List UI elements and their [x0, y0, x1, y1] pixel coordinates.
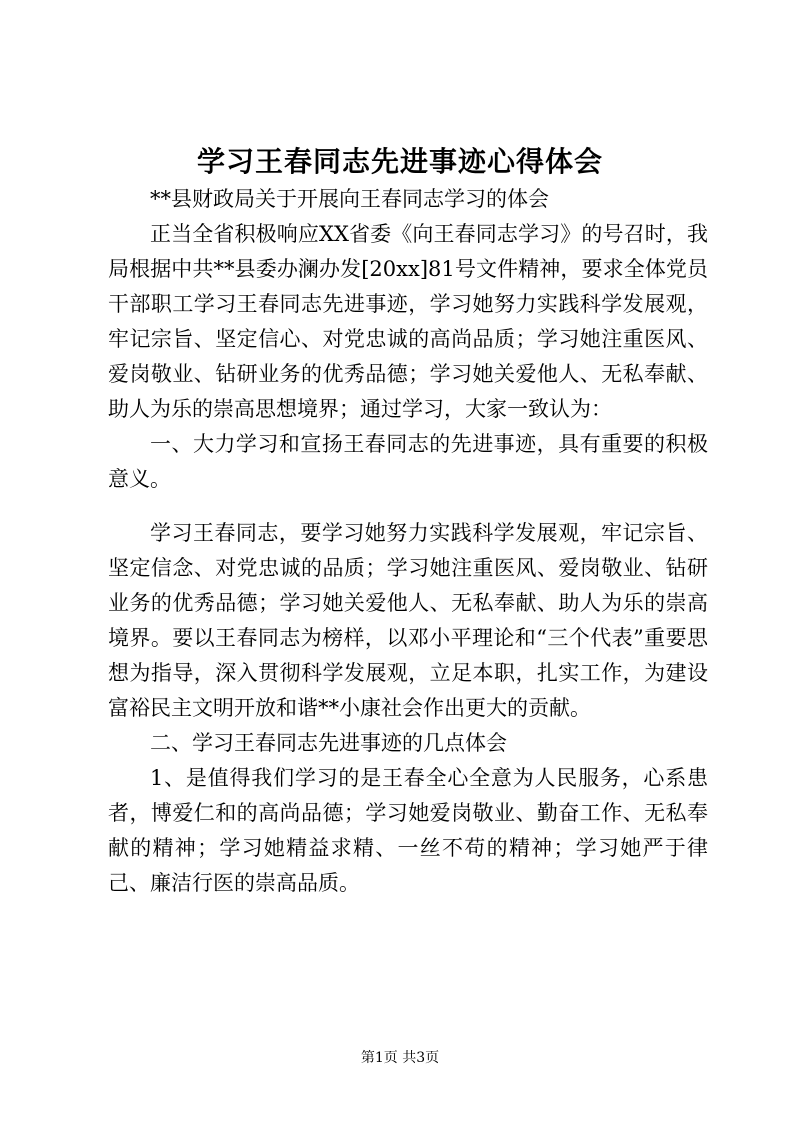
- paragraph-heading: **县财政局关于开展向王春同志学习的体会: [150, 187, 549, 211]
- paragraph-point-one: 1、是值得我们学习的是王春全心全意为人民服务，心系患者，博爱仁和的高尚品德；学习她爱岗敬业、勤奋工作、无私奉献的精神；学习她精益求精、一丝不苟的精神；学习她严于律己、廉洁行医的崇高品质。: [108, 766, 708, 895]
- page-footer: 第1页 共3页: [360, 1050, 440, 1066]
- paragraph-section-two: 二、学习王春同志先进事迹的几点体会: [150, 731, 507, 755]
- paragraph-section-one: 一、大力学习和宣扬王春同志的先进事迹，具有重要的积极意义。: [108, 432, 708, 491]
- document-title: 学习王春同志先进事迹心得体会: [196, 145, 603, 178]
- document-body: [108, 182, 708, 901]
- paragraph-intro: 正当全省积极响应XX省委《向王春同志学习》的号召时，我局根据中共**县委办澜办发[20xx]81号文件精神，要求全体党员干部职工学习王春同志先进事迹，学习她努力实践科学发展观，牢记宗旨、坚定信心、对党忠诚的高尚品质；学习她注重医风、爱岗敬业、钻研业务的优秀品德；学习她关爱他人、无私奉献、助人为乐的崇高思想境界；通过学习，大家一致认为：: [108, 222, 708, 421]
- paragraph-body: 学习王春同志，要学习她努力实践科学发展观，牢记宗旨、坚定信念、对党忠诚的品质；学习她注重医风、爱岗敬业、钻研业务的优秀品德；学习她关爱他人、无私奉献、助人为乐的崇高境界。要以王春同志为榜样，以邓小平理论和“三个代表”重要思想为指导，深入贯彻科学发展观，立足本职，扎实工作，为建设富裕民主文明开放和谐**小康社会作出更大的贡献。: [108, 521, 708, 720]
